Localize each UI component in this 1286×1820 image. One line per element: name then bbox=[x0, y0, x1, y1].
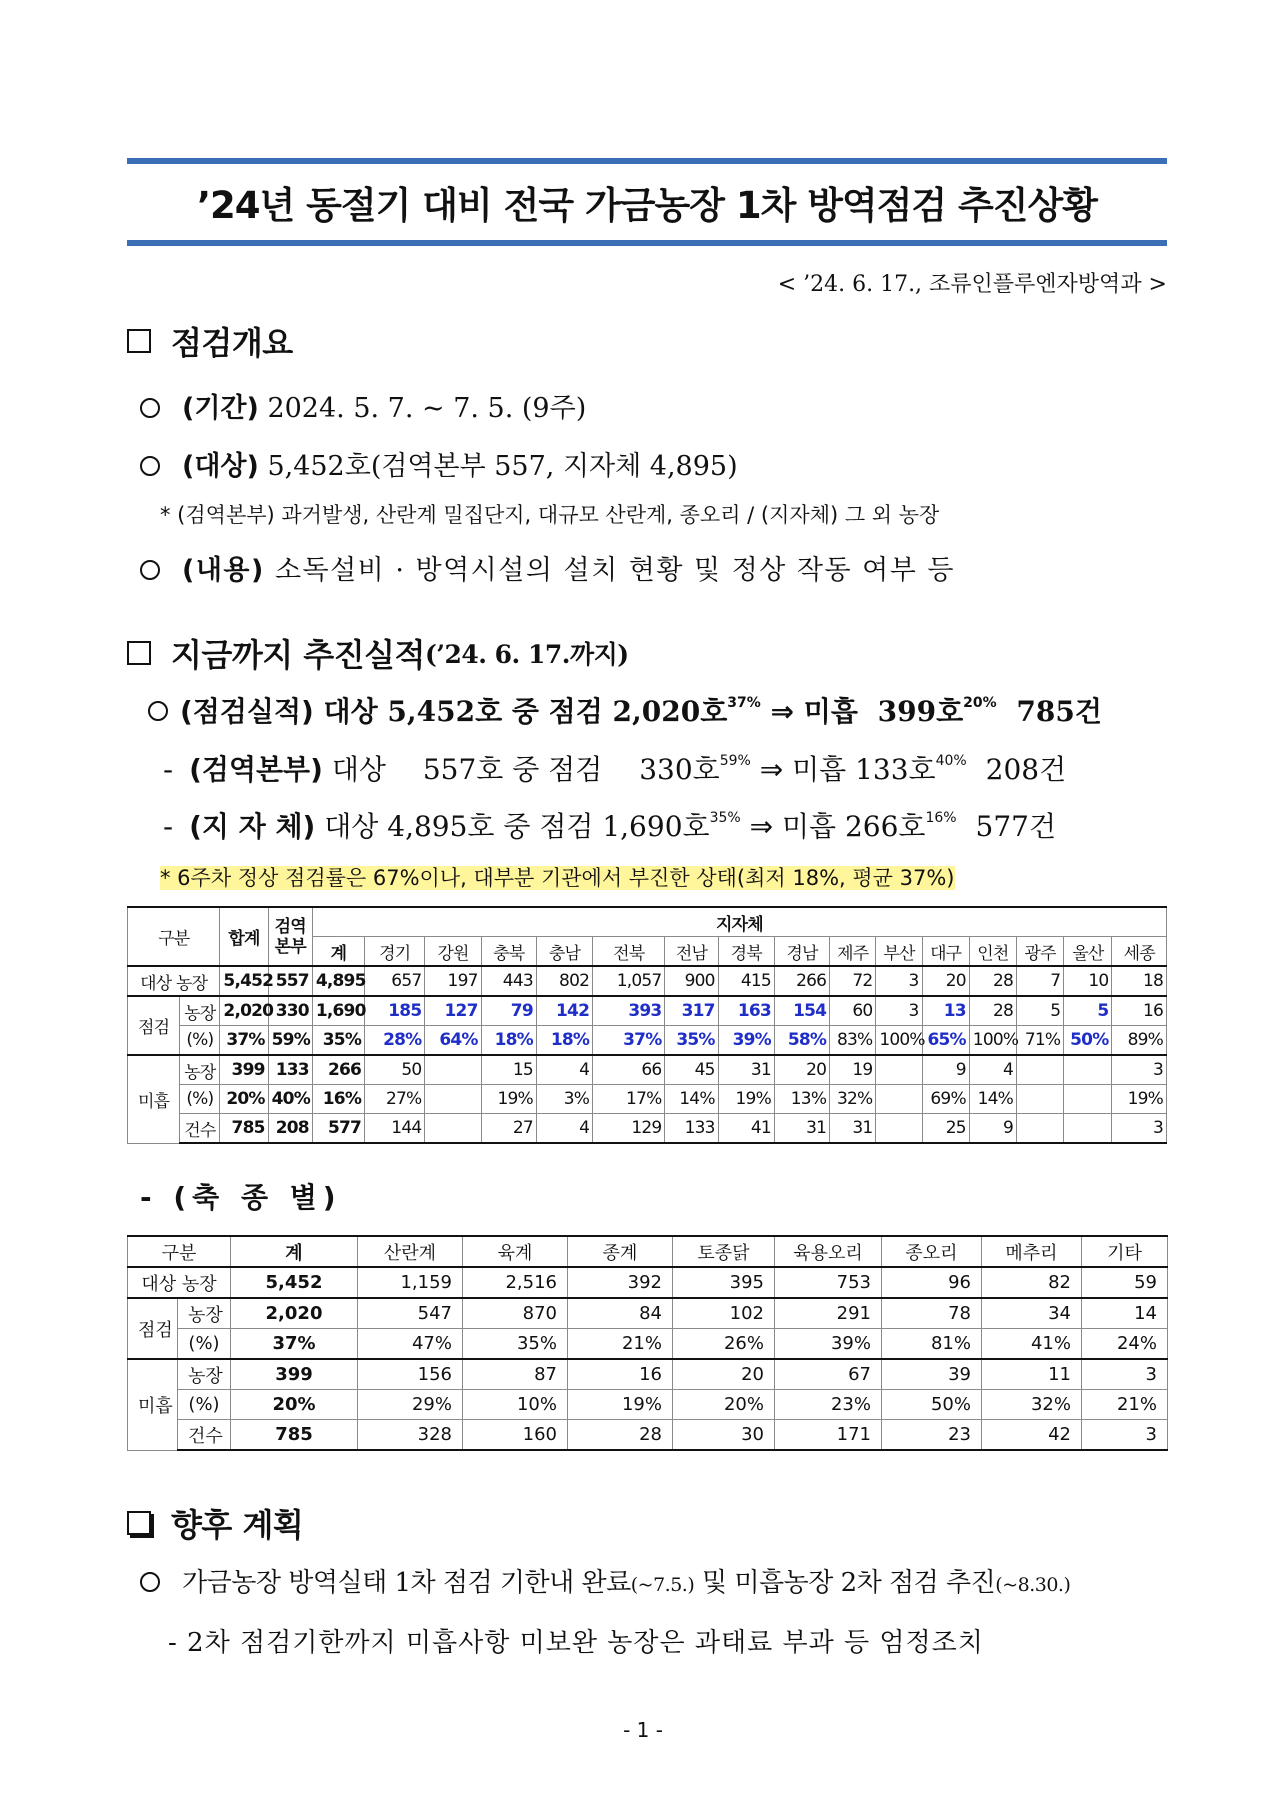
table-cell bbox=[1064, 1055, 1112, 1085]
table-cell: 577 bbox=[312, 1114, 364, 1144]
row-label-farm: 농장 bbox=[178, 1298, 231, 1329]
table-cell: 50% bbox=[1064, 1026, 1112, 1056]
table-cell: 415 bbox=[718, 966, 774, 996]
table-cell: 13 bbox=[922, 996, 969, 1026]
table-cell: 69% bbox=[922, 1085, 969, 1114]
circle-bullet-icon bbox=[140, 560, 160, 580]
result-local: - (지 자 체) 대상 4,895호 중 점검 1,690호$^{35\%}$ ⇒ 미흡 266호$^{16\%}$ 577건 bbox=[163, 810, 1057, 843]
table-cell: 1,690 bbox=[312, 996, 364, 1026]
circle-bullet-icon bbox=[140, 456, 160, 476]
header-region: 제주 bbox=[830, 937, 876, 967]
table-cell: 144 bbox=[365, 1114, 425, 1144]
table-cell: 78 bbox=[882, 1298, 982, 1329]
table-cell: 557 bbox=[268, 966, 312, 996]
table-cell: 102 bbox=[673, 1298, 775, 1329]
table-cell: 133 bbox=[665, 1114, 718, 1144]
table-cell: 18 bbox=[1112, 966, 1167, 996]
table-cell: 3 bbox=[1082, 1359, 1168, 1390]
table-cell bbox=[1017, 1055, 1064, 1085]
result-qia: - (검역본부) 대상 557호 중 점검 330호$^{59\%}$ ⇒ 미흡 133호$^{40\%}$ 208건 bbox=[163, 753, 1067, 786]
header-region: 세종 bbox=[1112, 937, 1167, 967]
table-cell: 96 bbox=[882, 1267, 982, 1298]
table-cell: 21% bbox=[568, 1329, 673, 1360]
table-cell: 163 bbox=[718, 996, 774, 1026]
header-species: 토종닭 bbox=[673, 1236, 775, 1267]
table-cell: 41% bbox=[982, 1329, 1082, 1360]
table-cell: 900 bbox=[665, 966, 718, 996]
overview-target: (대상) 5,452호(검역본부 557, 지자체 4,895) bbox=[140, 444, 738, 483]
table-cell: 20% bbox=[673, 1390, 775, 1420]
header-gubun: 구분 bbox=[128, 907, 220, 966]
table-cell: 870 bbox=[463, 1298, 568, 1329]
table-cell: 42 bbox=[982, 1420, 1082, 1451]
table-cell: 5,452 bbox=[220, 966, 268, 996]
table-cell: 11 bbox=[982, 1359, 1082, 1390]
table-cell bbox=[1064, 1114, 1112, 1144]
header-region: 충북 bbox=[481, 937, 536, 967]
table-cell: 17% bbox=[593, 1085, 665, 1114]
table-cell: 39% bbox=[775, 1329, 882, 1360]
table-cell: 27 bbox=[481, 1114, 536, 1144]
table-cell: 3 bbox=[876, 996, 922, 1026]
table-cell: 19 bbox=[830, 1055, 876, 1085]
header-region: 부산 bbox=[876, 937, 922, 967]
table-cell: 14% bbox=[969, 1085, 1016, 1114]
table-cell bbox=[876, 1085, 922, 1114]
table-cell: 64% bbox=[425, 1026, 481, 1056]
table-cell: 37% bbox=[220, 1026, 268, 1056]
table-cell: 45 bbox=[665, 1055, 718, 1085]
row-label-pct: (%) bbox=[178, 1390, 231, 1420]
table-cell: 171 bbox=[775, 1420, 882, 1451]
square-bullet-icon bbox=[127, 329, 151, 353]
header-local: 지자체 bbox=[312, 907, 1166, 937]
header-gubun: 구분 bbox=[128, 1236, 231, 1267]
table-cell: 37% bbox=[593, 1026, 665, 1056]
table-cell: 67 bbox=[775, 1359, 882, 1390]
table-cell: 20% bbox=[231, 1390, 358, 1420]
table-cell: 21% bbox=[1082, 1390, 1168, 1420]
row-label-farm: 농장 bbox=[180, 996, 220, 1026]
table-cell: 3 bbox=[1082, 1420, 1168, 1451]
page-number: - 1 - bbox=[623, 1718, 663, 1742]
table-cell: 2,020 bbox=[220, 996, 268, 1026]
table-cell: 83% bbox=[830, 1026, 876, 1056]
table-cell: 753 bbox=[775, 1267, 882, 1298]
table-cell: 100% bbox=[876, 1026, 922, 1056]
square-bullet-icon bbox=[127, 1511, 151, 1535]
table-cell: 60 bbox=[830, 996, 876, 1026]
table-cell: 156 bbox=[358, 1359, 463, 1390]
table-cell: 3% bbox=[536, 1085, 592, 1114]
row-label-pct: (%) bbox=[180, 1085, 220, 1114]
table-cell: 39 bbox=[882, 1359, 982, 1390]
species-table bbox=[127, 1235, 1168, 1451]
table-cell: 32% bbox=[982, 1390, 1082, 1420]
table-cell: 5 bbox=[1064, 996, 1112, 1026]
header-species: 산란계 bbox=[358, 1236, 463, 1267]
result-total: (점검실적) 대상 5,452호 중 점검 2,020호$^{37\%}$ ⇒ 미흡 399호$^{20\%}$ 785건 bbox=[148, 690, 1102, 730]
table-cell: 100% bbox=[969, 1026, 1016, 1056]
row-group-deficient: 미흡 bbox=[128, 1359, 178, 1450]
table-cell: 66 bbox=[593, 1055, 665, 1085]
table-cell: 47% bbox=[358, 1329, 463, 1360]
dateline: < ’24. 6. 17., 조류인플루엔자방역과 > bbox=[777, 272, 1167, 297]
table-cell: 185 bbox=[365, 996, 425, 1026]
table-cell: 393 bbox=[593, 996, 665, 1026]
table-cell: 785 bbox=[231, 1420, 358, 1451]
header-region: 경기 bbox=[365, 937, 425, 967]
table-cell: 4,895 bbox=[312, 966, 364, 996]
table-cell: 443 bbox=[481, 966, 536, 996]
header-region: 전북 bbox=[593, 937, 665, 967]
region-table bbox=[127, 906, 1167, 1144]
table-cell bbox=[876, 1055, 922, 1085]
row-label-farm: 농장 bbox=[180, 1055, 220, 1085]
header-region: 인천 bbox=[969, 937, 1016, 967]
table-cell: 802 bbox=[536, 966, 592, 996]
table-cell: 19% bbox=[481, 1085, 536, 1114]
document-title: ’24년 동절기 대비 전국 가금농장 1차 방역점검 추진상황 bbox=[196, 184, 1098, 227]
table-cell: 24% bbox=[1082, 1329, 1168, 1360]
table-cell: 72 bbox=[830, 966, 876, 996]
table-cell: 291 bbox=[775, 1298, 882, 1329]
table-cell: 142 bbox=[536, 996, 592, 1026]
plan-line-2: - 2차 점검기한까지 미흡사항 미보완 농장은 과태료 부과 등 엄정조치 bbox=[168, 1628, 984, 1658]
table-cell bbox=[425, 1114, 481, 1144]
table-cell bbox=[425, 1085, 481, 1114]
table-cell: 1,159 bbox=[358, 1267, 463, 1298]
table-cell: 20% bbox=[220, 1085, 268, 1114]
section-plan-heading: 향후 계획 bbox=[127, 1500, 303, 1546]
table-cell: 19% bbox=[718, 1085, 774, 1114]
table-cell: 127 bbox=[425, 996, 481, 1026]
table-cell: 59% bbox=[268, 1026, 312, 1056]
title-box bbox=[127, 158, 1167, 246]
table-cell: 10% bbox=[463, 1390, 568, 1420]
table-cell: 657 bbox=[365, 966, 425, 996]
table-cell: 35% bbox=[665, 1026, 718, 1056]
table-cell: 27% bbox=[365, 1085, 425, 1114]
table-cell: 18% bbox=[481, 1026, 536, 1056]
header-qia: 검역본부 bbox=[268, 907, 312, 966]
table-cell: 50 bbox=[365, 1055, 425, 1085]
table-cell: 5 bbox=[1017, 996, 1064, 1026]
header-region: 강원 bbox=[425, 937, 481, 967]
table-cell: 15 bbox=[481, 1055, 536, 1085]
table-cell: 28 bbox=[969, 996, 1016, 1026]
table-cell: 14 bbox=[1082, 1298, 1168, 1329]
table-cell: 18% bbox=[536, 1026, 592, 1056]
table-cell: 31 bbox=[774, 1114, 829, 1144]
header-species: 기타 bbox=[1082, 1236, 1168, 1267]
table-cell: 82 bbox=[982, 1267, 1082, 1298]
table-cell: 19% bbox=[568, 1390, 673, 1420]
table-cell: 133 bbox=[268, 1055, 312, 1085]
table-cell: 399 bbox=[220, 1055, 268, 1085]
table-cell: 87 bbox=[463, 1359, 568, 1390]
header-species: 계 bbox=[231, 1236, 358, 1267]
table-cell: 1,057 bbox=[593, 966, 665, 996]
species-section-title: - (축 종 별) bbox=[140, 1181, 342, 1214]
table-cell: 31 bbox=[718, 1055, 774, 1085]
table-cell: 785 bbox=[220, 1114, 268, 1144]
table-cell: 317 bbox=[665, 996, 718, 1026]
table-cell: 16 bbox=[1112, 996, 1167, 1026]
table-cell: 16 bbox=[568, 1359, 673, 1390]
table-cell: 30 bbox=[673, 1420, 775, 1451]
table-cell: 10 bbox=[1064, 966, 1112, 996]
table-cell: 81% bbox=[882, 1329, 982, 1360]
table-cell: 25 bbox=[922, 1114, 969, 1144]
table-cell: 31 bbox=[830, 1114, 876, 1144]
table-cell: 20 bbox=[774, 1055, 829, 1085]
table-cell: 50% bbox=[882, 1390, 982, 1420]
overview-content: (내용) 소독설비 · 방역시설의 설치 현황 및 정상 작동 여부 등 bbox=[140, 548, 955, 587]
table-cell: 41 bbox=[718, 1114, 774, 1144]
overview-target-note: * (검역본부) 과거발생, 산란계 밀집단지, 대규모 산란계, 종오리 / (지자체) 그 외 농장 bbox=[160, 503, 940, 527]
plan-line-1: 가금농장 방역실태 1차 점검 기한내 완료(~7.5.) 및 미흡농장 2차 점검 추진(~8.30.) bbox=[140, 1562, 1070, 1599]
table-cell: 160 bbox=[463, 1420, 568, 1451]
table-cell: 20 bbox=[673, 1359, 775, 1390]
table-cell: 129 bbox=[593, 1114, 665, 1144]
table-cell: 58% bbox=[774, 1026, 829, 1056]
results-note: * 6주차 정상 점검률은 67%이나, 대부분 기관에서 부진한 상태(최저 18%, 평균 37%) bbox=[160, 866, 955, 890]
overview-period: (기간) 2024. 5. 7. ~ 7. 5. (9주) bbox=[140, 386, 586, 425]
header-total: 합계 bbox=[220, 907, 268, 966]
table-cell: 3 bbox=[1112, 1055, 1167, 1085]
table-cell: 20 bbox=[922, 966, 969, 996]
table-cell: 3 bbox=[1112, 1114, 1167, 1144]
table-cell: 547 bbox=[358, 1298, 463, 1329]
row-group-check: 점검 bbox=[128, 996, 180, 1055]
table-cell: 34 bbox=[982, 1298, 1082, 1329]
circle-bullet-icon bbox=[140, 1572, 160, 1592]
section-overview-heading: 점검개요 bbox=[127, 318, 293, 364]
table-cell: 32% bbox=[830, 1085, 876, 1114]
header-region: 충남 bbox=[536, 937, 592, 967]
header-region: 대구 bbox=[922, 937, 969, 967]
table-cell: 9 bbox=[969, 1114, 1016, 1144]
table-cell: 4 bbox=[536, 1114, 592, 1144]
table-cell: 399 bbox=[231, 1359, 358, 1390]
table-cell: 392 bbox=[568, 1267, 673, 1298]
header-species: 종계 bbox=[568, 1236, 673, 1267]
table-cell: 26% bbox=[673, 1329, 775, 1360]
table-cell bbox=[1017, 1085, 1064, 1114]
table-cell: 208 bbox=[268, 1114, 312, 1144]
header-region: 경북 bbox=[718, 937, 774, 967]
table-cell: 14% bbox=[665, 1085, 718, 1114]
table-cell: 89% bbox=[1112, 1026, 1167, 1056]
table-cell: 84 bbox=[568, 1298, 673, 1329]
table-cell: 330 bbox=[268, 996, 312, 1026]
circle-bullet-icon bbox=[140, 398, 160, 418]
table-cell: 71% bbox=[1017, 1026, 1064, 1056]
table-cell: 5,452 bbox=[231, 1267, 358, 1298]
table-cell bbox=[1017, 1114, 1064, 1144]
table-cell: 197 bbox=[425, 966, 481, 996]
table-cell: 23 bbox=[882, 1420, 982, 1451]
table-cell: 13% bbox=[774, 1085, 829, 1114]
table-cell: 40% bbox=[268, 1085, 312, 1114]
table-cell: 7 bbox=[1017, 966, 1064, 996]
table-cell: 19% bbox=[1112, 1085, 1167, 1114]
table-cell: 35% bbox=[312, 1026, 364, 1056]
table-cell: 4 bbox=[536, 1055, 592, 1085]
header-species: 메추리 bbox=[982, 1236, 1082, 1267]
table-cell: 16% bbox=[312, 1085, 364, 1114]
table-cell: 328 bbox=[358, 1420, 463, 1451]
table-cell: 28 bbox=[969, 966, 1016, 996]
table-cell: 3 bbox=[876, 966, 922, 996]
table-cell bbox=[425, 1055, 481, 1085]
header-region: 광주 bbox=[1017, 937, 1064, 967]
header-region: 전남 bbox=[665, 937, 718, 967]
square-bullet-icon bbox=[127, 641, 151, 665]
circle-bullet-icon bbox=[148, 701, 168, 721]
table-cell bbox=[1064, 1085, 1112, 1114]
table-cell: 59 bbox=[1082, 1267, 1168, 1298]
table-cell: 28% bbox=[365, 1026, 425, 1056]
table-cell: 9 bbox=[922, 1055, 969, 1085]
table-cell: 154 bbox=[774, 996, 829, 1026]
row-label-cases: 건수 bbox=[180, 1114, 220, 1144]
header-species: 종오리 bbox=[882, 1236, 982, 1267]
table-cell: 65% bbox=[922, 1026, 969, 1056]
table-cell: 266 bbox=[312, 1055, 364, 1085]
row-label-target: 대상 농장 bbox=[128, 1267, 231, 1298]
table-cell: 37% bbox=[231, 1329, 358, 1360]
row-label-target: 대상 농장 bbox=[128, 966, 220, 996]
table-cell: 2,020 bbox=[231, 1298, 358, 1329]
table-cell: 266 bbox=[774, 966, 829, 996]
table-cell: 2,516 bbox=[463, 1267, 568, 1298]
header-region: 울산 bbox=[1064, 937, 1112, 967]
table-cell bbox=[876, 1114, 922, 1144]
table-cell: 23% bbox=[775, 1390, 882, 1420]
header-region: 경남 bbox=[774, 937, 829, 967]
table-cell: 29% bbox=[358, 1390, 463, 1420]
header-species: 육용오리 bbox=[775, 1236, 882, 1267]
row-group-deficient: 미흡 bbox=[128, 1055, 180, 1143]
header-local-sum: 계 bbox=[312, 937, 364, 967]
row-group-check: 점검 bbox=[128, 1298, 178, 1359]
row-label-pct: (%) bbox=[178, 1329, 231, 1360]
section-results-heading: 지금까지 추진실적 (’24. 6. 17.까지) bbox=[127, 630, 629, 676]
table-cell: 28 bbox=[568, 1420, 673, 1451]
row-label-pct: (%) bbox=[180, 1026, 220, 1056]
table-cell: 395 bbox=[673, 1267, 775, 1298]
table-cell: 79 bbox=[481, 996, 536, 1026]
table-cell: 39% bbox=[718, 1026, 774, 1056]
table-cell: 35% bbox=[463, 1329, 568, 1360]
row-label-farm: 농장 bbox=[178, 1359, 231, 1390]
header-species: 육계 bbox=[463, 1236, 568, 1267]
row-label-cases: 건수 bbox=[178, 1420, 231, 1451]
table-cell: 4 bbox=[969, 1055, 1016, 1085]
